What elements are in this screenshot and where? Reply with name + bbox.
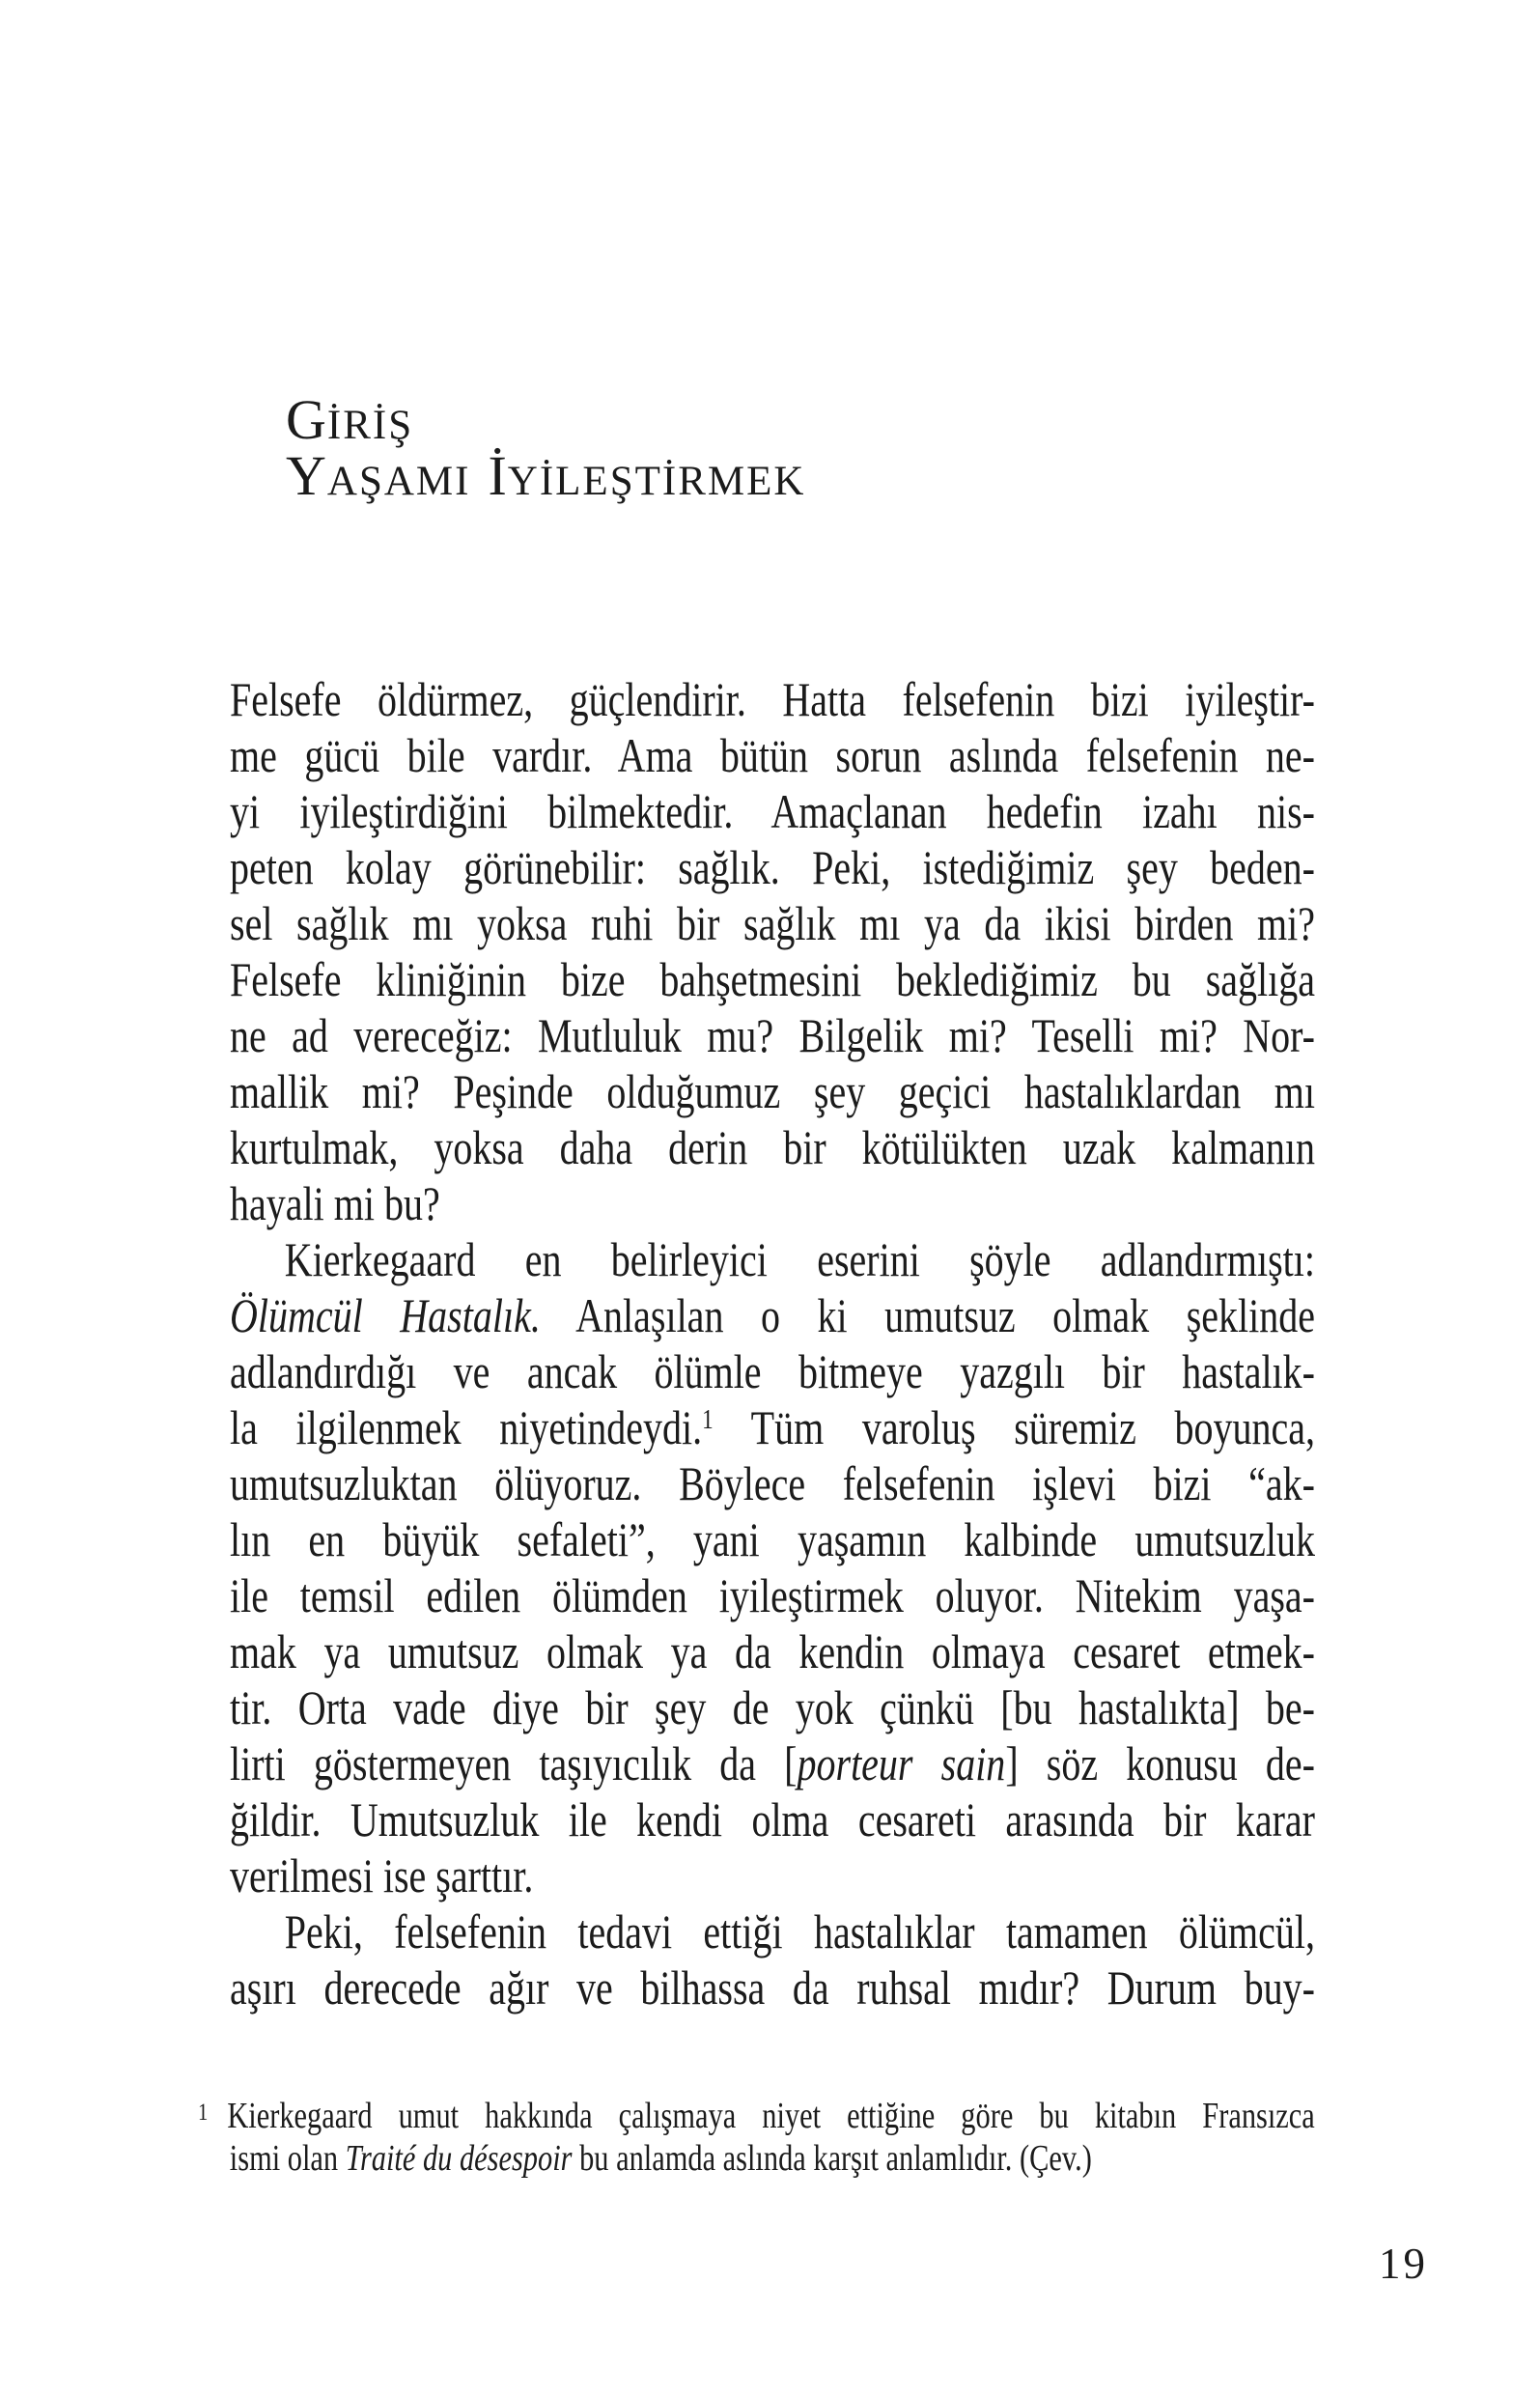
text-line xyxy=(230,1567,1315,1623)
text-line xyxy=(230,1119,1315,1175)
heading-word xyxy=(488,444,806,507)
text-segment: Kierkegaard en belirleyici eserini şöyle adlandırmıştı: xyxy=(284,1232,1315,1286)
text-line xyxy=(230,1623,1315,1679)
text-line xyxy=(230,1399,1315,1455)
text-line xyxy=(230,1959,1315,2015)
text-segment: la ilgilenmek niyetindeydi. xyxy=(230,1400,703,1454)
text-line xyxy=(230,1007,1315,1063)
text-line xyxy=(230,1511,1315,1567)
text-segment: bu anlamda aslında karşıt anlamlıdır. (Çev.) xyxy=(572,2138,1092,2179)
footnote xyxy=(198,2095,1315,2180)
heading-smallcaps: AŞAMI xyxy=(326,459,471,504)
footnote-ref: 1 xyxy=(702,1404,714,1436)
text-segment: mak ya umutsuz olmak ya da kendin olmaya cesaret etmek- xyxy=(230,1624,1315,1678)
text-segment: Felsefe kliniğinin bize bahşetmesini beklediğimiz bu sağlığa xyxy=(230,952,1315,1006)
heading-line xyxy=(286,444,806,507)
text-line xyxy=(230,1287,1315,1343)
text-segment: Kierkegaard umut hakkında çalışmaya niyet ettiğine göre bu kitabın Fransızca xyxy=(227,2096,1315,2136)
text-line xyxy=(230,951,1315,1007)
body-text xyxy=(230,671,1315,2015)
text-segment: Tüm varoluş süremiz boyunca, xyxy=(713,1400,1315,1454)
heading-initial: İ xyxy=(488,444,508,507)
text-segment: Anlaşılan o ki umutsuz olmak şeklinde xyxy=(540,1288,1315,1342)
text-segment: ne ad vereceğiz: Mutluluk mu? Bilgelik mi? Teselli mi? Nor- xyxy=(230,1008,1315,1062)
paragraph xyxy=(230,1903,1315,2015)
text-segment: me gücü bile vardır. Ama bütün sorun aslında felsefenin ne- xyxy=(230,728,1315,782)
heading-smallcaps: İRİŞ xyxy=(326,403,414,448)
text-segment: adlandırdığı ve ancak ölümle bitmeye yazgılı bir hastalık- xyxy=(230,1344,1315,1398)
text-segment: tir. Orta vade diye bir şey de yok çünkü [bu hastalıkta] be- xyxy=(230,1680,1315,1734)
text-line xyxy=(230,671,1315,727)
text-segment: lın en büyük sefaleti”, yani yaşamın kalbinde umutsuzluk xyxy=(230,1512,1315,1566)
heading-line xyxy=(286,388,805,451)
text-segment: umutsuzluktan ölüyoruz. Böylece felsefenin işlevi bizi “ak- xyxy=(230,1456,1315,1510)
italic-text: Ölümcül Hastalık. xyxy=(230,1288,541,1342)
text-line xyxy=(230,1175,1315,1231)
text-line xyxy=(230,839,1315,895)
text-segment: ğildir. Umutsuzluk ile kendi olma cesareti arasında bir karar xyxy=(230,1792,1315,1846)
text-segment: lirti göstermeyen taşıyıcılık da [ xyxy=(230,1736,798,1790)
text-segment: aşırı derecede ağır ve bilhassa da ruhsal mıdır? Durum buy- xyxy=(230,1960,1315,2015)
heading-word xyxy=(286,388,414,451)
text-line xyxy=(230,1791,1315,1847)
text-segment: sel sağlık mı yoksa ruhi bir sağlık mı ya da ikisi birden mi? xyxy=(230,896,1315,950)
text-segment: peten kolay görünebilir: sağlık. Peki, istediğimiz şey beden- xyxy=(230,840,1315,894)
text-segment: Felsefe öldürmez, güçlendirir. Hatta felsefenin bizi iyileştir- xyxy=(230,672,1315,726)
heading-word xyxy=(286,444,471,507)
text-segment: Peki, felsefenin tedavi ettiği hastalıklar tamamen ölümcül, xyxy=(284,1904,1315,1959)
footnote-line xyxy=(198,2137,1315,2180)
italic-text: porteur sain xyxy=(797,1736,1006,1790)
text-line xyxy=(230,1231,1315,1287)
text-segment: hayali mi bu? xyxy=(230,1176,440,1230)
text-line xyxy=(230,783,1315,839)
text-line xyxy=(230,1679,1315,1735)
text-segment: ismi olan xyxy=(229,2138,346,2179)
text-segment: kurtulmak, yoksa daha derin bir kötülükten uzak kalmanın xyxy=(230,1120,1315,1174)
text-segment: yi iyileştirdiğini bilmektedir. Amaçlanan hedefin izahı nis- xyxy=(230,784,1315,838)
chapter-heading xyxy=(286,388,806,507)
text-segment: mallik mi? Peşinde olduğumuz şey geçici hastalıklardan mı xyxy=(230,1064,1315,1118)
footnote-line xyxy=(198,2095,1315,2137)
text-line xyxy=(230,895,1315,951)
text-line xyxy=(230,1455,1315,1511)
text-line xyxy=(230,1343,1315,1399)
footnote-marker: 1 xyxy=(198,2098,209,2127)
heading-smallcaps: YİLEŞTİRMEK xyxy=(507,459,806,504)
paragraph xyxy=(230,1231,1315,1903)
heading-initial: G xyxy=(286,388,327,451)
text-line xyxy=(230,1735,1315,1791)
paragraph xyxy=(230,671,1315,1231)
text-line xyxy=(230,1903,1315,1959)
heading-initial: Y xyxy=(286,444,327,507)
text-line xyxy=(230,1847,1315,1903)
italic-text: Traité du désespoir xyxy=(345,2138,573,2179)
text-line xyxy=(230,727,1315,783)
text-segment: verilmesi ise şarttır. xyxy=(230,1848,534,1903)
text-segment: ] söz konusu de- xyxy=(1005,1736,1315,1790)
page-number: 19 xyxy=(1379,2240,1428,2288)
text-line xyxy=(230,1063,1315,1119)
text-segment: ile temsil edilen ölümden iyileştirmek oluyor. Nitekim yaşa- xyxy=(230,1568,1315,1622)
